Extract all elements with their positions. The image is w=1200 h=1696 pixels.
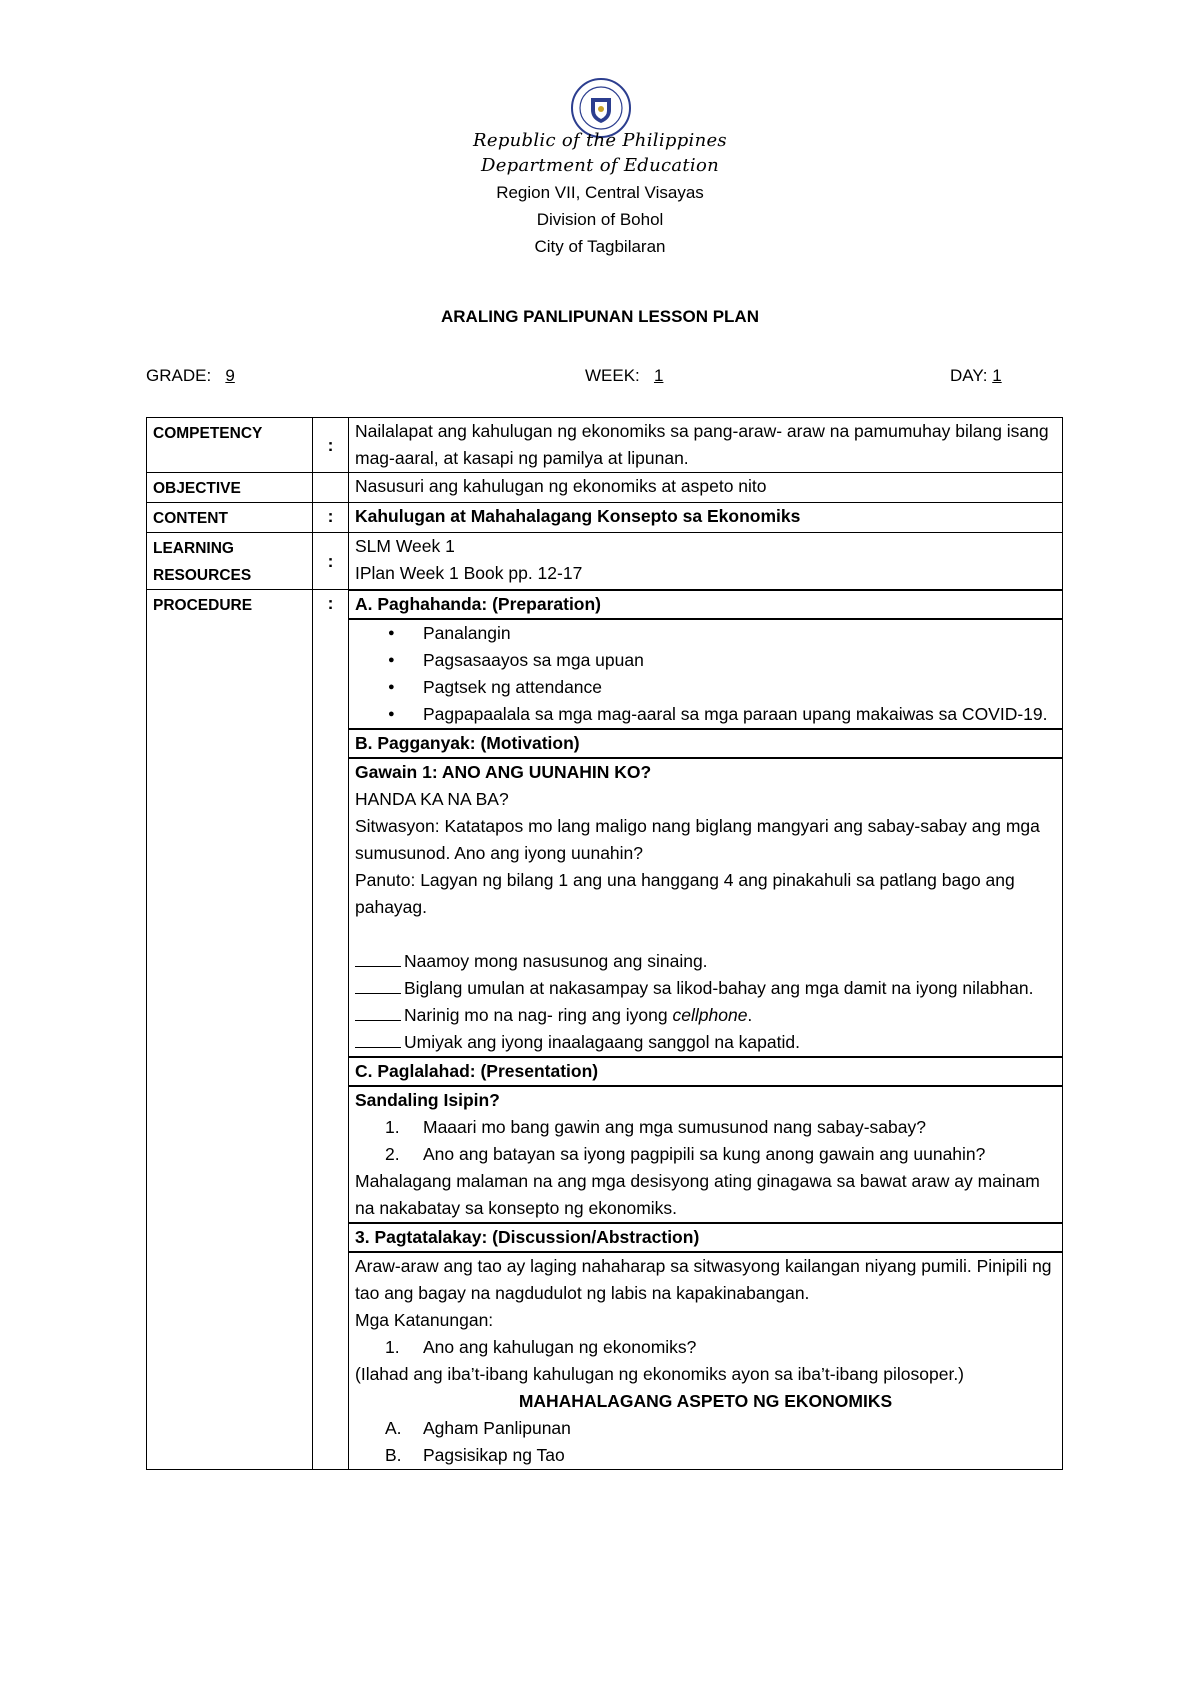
sitwasyon-text: Sitwasyon: Katatapos mo lang maligo nang biglang mangyari ang sabay-sabay ang mga sumusunod. Ano ang iyong uunahin? xyxy=(355,815,1040,863)
colon: : xyxy=(313,418,349,473)
list-item: 1. Ano ang kahulugan ng ekonomiks? xyxy=(385,1336,697,1357)
mga-katanungan: Mga Katanungan: xyxy=(355,1309,494,1330)
day-label: DAY: xyxy=(950,366,988,385)
colon: : xyxy=(313,533,349,590)
aspeto-title: MAHAHALAGANG ASPETO NG EKONOMIKS xyxy=(518,1390,893,1411)
note-text: (Ilahad ang iba’t-ibang kahulugan ng ekonomiks ayon sa iba’t-ibang pilosoper.) xyxy=(355,1363,965,1384)
blank-statement: Naamoy mong nasusunog ang sinaing. xyxy=(355,948,1056,975)
answer-blank xyxy=(355,1002,401,1021)
header-division: Division of Bohol xyxy=(536,210,664,229)
section-a-heading: A. Paghahanda: (Preparation) xyxy=(349,590,1063,619)
day-value: 1 xyxy=(992,366,1002,385)
list-item: A. Agham Panlipunan xyxy=(385,1417,571,1438)
closing-text: Mahalagang malaman na ang mga desisyong ating ginagawa sa bawat araw ay mainam na nakabatay sa konsepto ng ekonomiks. xyxy=(355,1170,1040,1218)
list-item: 2. Ano ang batayan sa iyong pagpipili sa kung anong gawain ang uunahin? xyxy=(385,1143,986,1164)
resources-cell xyxy=(349,533,1063,590)
grade-field xyxy=(146,366,241,386)
label-objective: OBJECTIVE xyxy=(147,473,313,503)
row-content xyxy=(147,503,1063,533)
label-learning: LEARNING xyxy=(153,540,234,557)
week-value: 1 xyxy=(653,366,664,385)
section-d-body xyxy=(349,1252,1063,1470)
day-field xyxy=(950,366,1008,386)
label-resources: RESOURCES xyxy=(153,567,252,584)
discussion-paragraph: Araw-araw ang tao ay laging nahaharap sa sitwasyong kailangan niyang pumili. Pinipili ng tao ang bagay na nagdudulot ng labis na kapakinabangan. xyxy=(355,1255,1052,1303)
objective-text: Nasusuri ang kahulugan ng ekonomiks at aspeto nito xyxy=(349,473,1063,503)
header-city: City of Tagbilaran xyxy=(534,237,666,256)
handa-text: HANDA KA NA BA? xyxy=(355,788,509,809)
blank-statement: Umiyak ang iyong inaalagaang sanggol na kapatid. xyxy=(355,1029,1056,1056)
row-resources xyxy=(147,533,1063,590)
list-item: ● Pagsasaayos sa mga upuan xyxy=(423,647,1056,674)
aspeto-list xyxy=(355,1415,1056,1469)
content-text: Kahulugan at Mahahalagang Konsepto sa Ekonomiks xyxy=(349,503,1063,533)
answer-blank xyxy=(355,1029,401,1048)
competency-text: Nailalapat ang kahulugan ng ekonomiks sa pang-araw- araw na pamumuhay bilang isang mag-aaral, at kasapi ng pamilya at lipunan. xyxy=(349,418,1063,473)
grade-label: GRADE: xyxy=(146,366,212,385)
list-item: 1. Maaari mo bang gawin ang mga sumusunod nang sabay-sabay? xyxy=(385,1116,926,1137)
preparation-list xyxy=(355,620,1056,728)
answer-blank xyxy=(355,975,401,994)
section-b-body xyxy=(349,758,1063,1057)
colon: : xyxy=(313,590,349,1470)
katanungan-list xyxy=(355,1334,1056,1361)
header-region: Region VII, Central Visayas xyxy=(496,183,704,202)
gawain-title: Gawain 1: ANO ANG UUNAHIN KO? xyxy=(355,761,652,782)
section-c-heading: C. Paglalahad: (Presentation) xyxy=(349,1057,1063,1086)
row-procedure-a-heading xyxy=(147,590,1063,619)
list-item: ● Panalangin xyxy=(423,620,1056,647)
section-a-body xyxy=(349,619,1063,729)
section-b-heading: B. Pagganyak: (Motivation) xyxy=(349,729,1063,758)
sandaling-isipin: Sandaling Isipin? xyxy=(355,1089,500,1110)
lesson-plan-table xyxy=(146,417,1063,1470)
label-procedure: PROCEDURE xyxy=(147,590,313,1470)
blank-statement: Narinig mo na nag- ring ang iyong cellphone. xyxy=(355,1002,1056,1029)
list-item: ● Pagpapaalala sa mga mag-aaral sa mga paraan upang makaiwas sa COVID-19. xyxy=(423,701,1056,728)
resource-item: IPlan Week 1 Book pp. 12-17 xyxy=(355,563,583,583)
label-learning-resources xyxy=(147,533,313,590)
row-competency xyxy=(147,418,1063,473)
week-label: WEEK: xyxy=(585,366,640,385)
week-field xyxy=(585,366,670,386)
question-list xyxy=(355,1114,1056,1168)
panuto-text: Panuto: Lagyan ng bilang 1 ang una hanggang 4 ang pinakahuli sa patlang bago ang pahayag. xyxy=(355,869,1015,917)
section-c-body xyxy=(349,1086,1063,1223)
blank-statement: Biglang umulan at nakasampay sa likod-bahay ang mga damit na iyong nilabhan. xyxy=(355,975,1056,1002)
row-objective xyxy=(147,473,1063,503)
list-item: B. Pagsisikap ng Tao xyxy=(385,1444,565,1465)
resource-item: SLM Week 1 xyxy=(355,536,455,556)
label-content: CONTENT xyxy=(147,503,313,533)
section-d-heading: 3. Pagtatalakay: (Discussion/Abstraction) xyxy=(349,1223,1063,1252)
list-item: ● Pagtsek ng attendance xyxy=(423,674,1056,701)
label-competency: COMPETENCY xyxy=(147,418,313,473)
header-republic: Republic of the Philippines xyxy=(473,130,727,151)
header-department: Department of Education xyxy=(480,155,720,176)
grade-value: 9 xyxy=(225,366,235,385)
page-title: ARALING PANLIPUNAN LESSON PLAN xyxy=(441,307,759,326)
answer-blank xyxy=(355,948,401,967)
colon: : xyxy=(313,503,349,533)
